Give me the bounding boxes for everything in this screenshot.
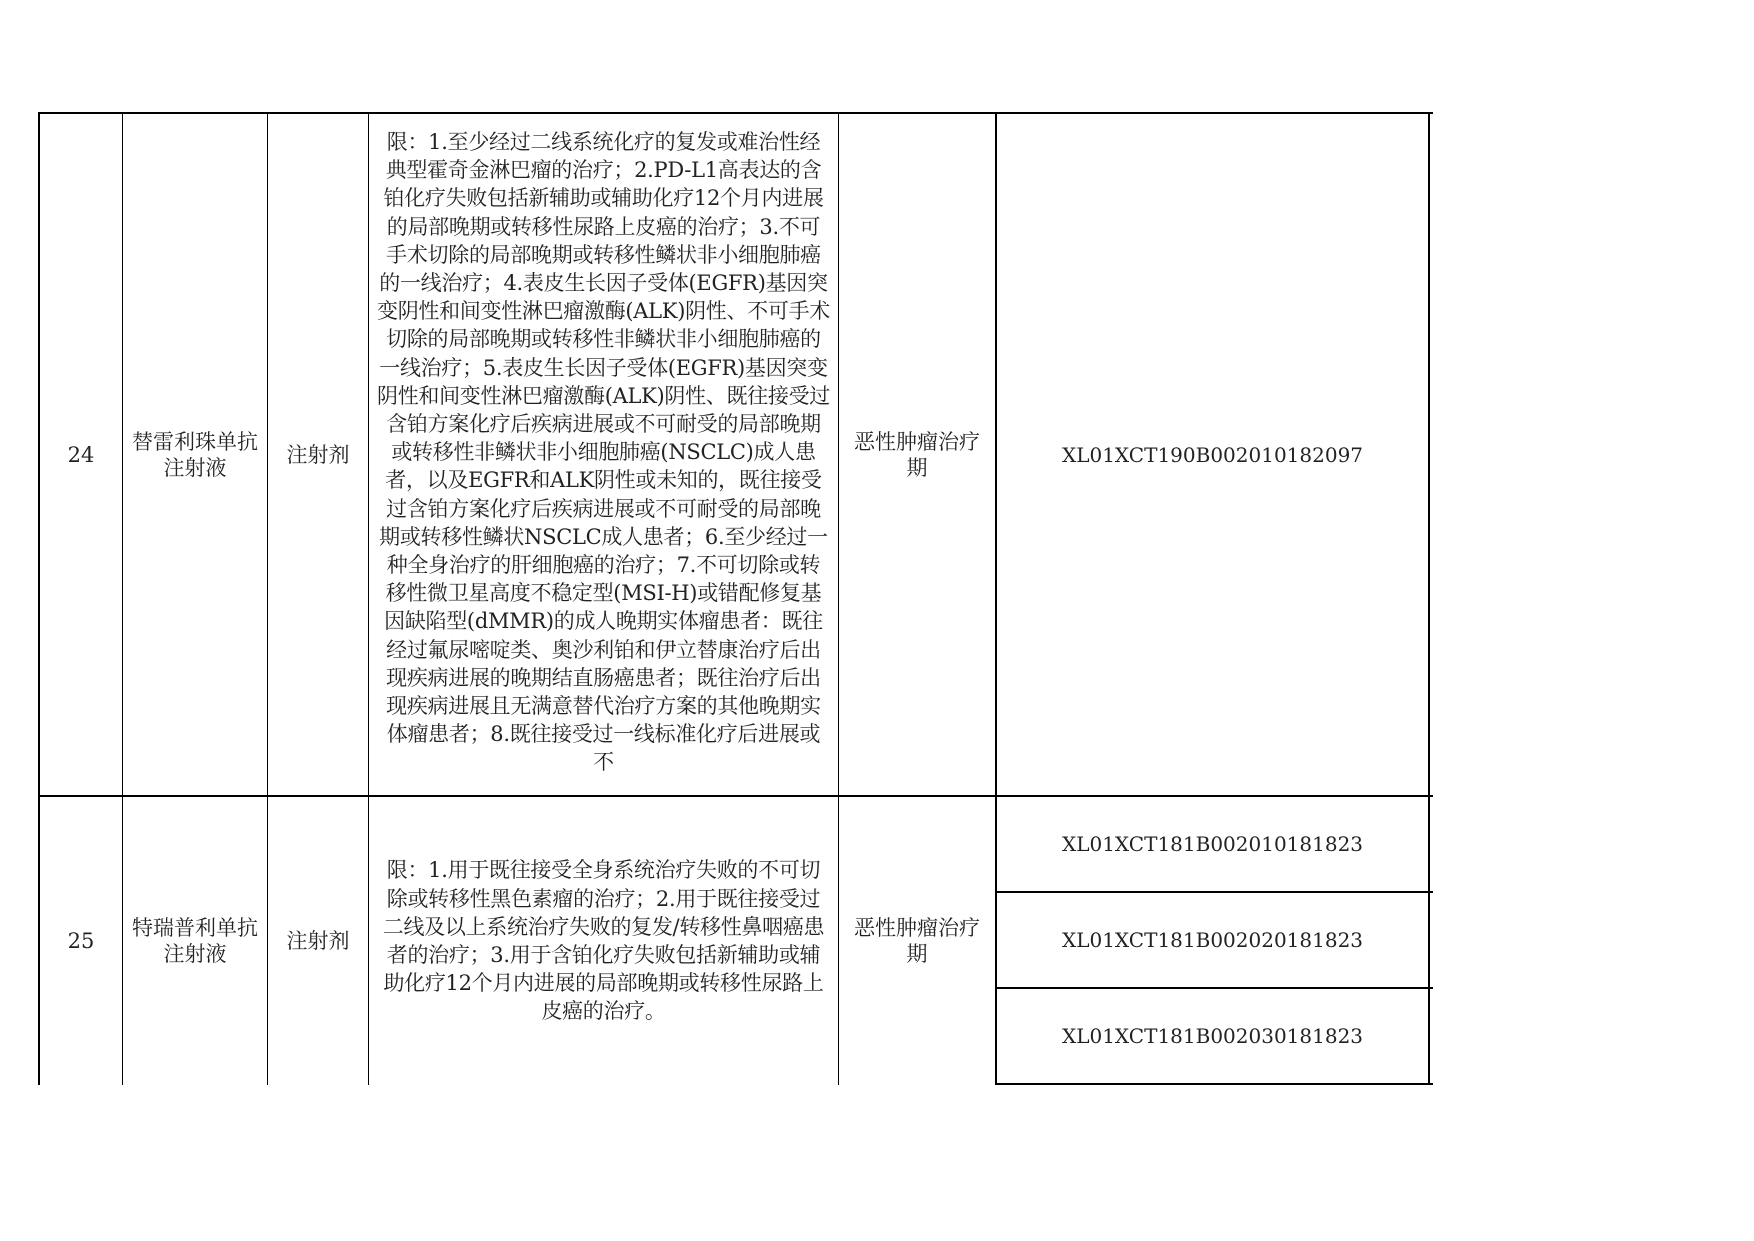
drug-name: 替雷利珠单抗注射液	[132, 429, 258, 480]
dosage-form: 注射剂	[286, 929, 350, 953]
treatment-period: 恶性肿瘤治疗期	[854, 429, 980, 480]
treatment-period: 恶性肿瘤治疗期	[854, 916, 980, 966]
col-border-right	[1428, 112, 1430, 1085]
row-index: 24	[67, 442, 95, 467]
medical-code: XL01XCT181B002020181823	[1061, 928, 1364, 952]
code-bottom-border	[996, 1083, 1433, 1085]
medical-code: XL01XCT181B002010181823	[1061, 832, 1364, 856]
medical-code: XL01XCT190B002010182097	[1061, 442, 1364, 467]
drug-name: 特瑞普利单抗注射液	[132, 916, 258, 966]
medical-code: XL01XCT181B002030181823	[1061, 1024, 1364, 1048]
dosage-form: 注射剂	[286, 442, 350, 467]
row-index: 25	[67, 929, 95, 953]
restriction-text: 限：1.至少经过二线系统化疗的复发或难治性经典型霍奇金淋巴瘤的治疗；2.PD-L1高表达的含铂化疗失败包括新辅助或辅助化疗12个月内进展的局部晚期或转移性尿路上皮癌的治疗；3.不可手术切除的局部晚期或转移性鳞状非小细胞肺癌的一线治疗；4.表皮生长因子受体(EGFR)基因突变阴性和间变性淋巴瘤激酶(ALK)阴性、不可手术切除的局部晚期或转移性非鳞状非小细胞肺癌的一线治疗；5.表皮生长因子受体(EGFR)基因突变阴性和间变性淋巴瘤激酶(ALK)阴性、既往接受过含铂方案化疗后疾病进展或不可耐受的局部晚期或转移性非鳞状非小细胞肺癌(NSCLC)成人患者，以及EGFR和ALK阴性或未知的，既往接受过含铂方案化疗后疾病进展或不可耐受的局部晚期或转移性鳞状NSCLC成人患者；6.至少经过一种全身治疗的肝细胞癌的治疗；7.不可切除或转移性微卫星高度不稳定型(MSI-H)或错配修复基因缺陷型(dMMR)的成人晚期实体瘤患者：既往经过氟尿嘧啶类、奥沙利铂和伊立替康治疗后出现疾病进展的晚期结直肠癌患者；既往治疗后出现疾病进展且无满意替代治疗方案的其他晚期实体瘤患者；8.既往接受过一线标准化疗后进展或不	[377, 130, 830, 775]
restriction-text: 限：1.用于既往接受全身系统治疗失败的不可切除或转移性黑色素瘤的治疗；2.用于既往接受过二线及以上系统治疗失败的复发/转移性鼻咽癌患者的治疗；3.用于含铂化疗失败包括新辅助或辅助化疗12个月内进展的局部晚期或转移性尿路上皮癌的治疗。	[382, 858, 825, 1024]
